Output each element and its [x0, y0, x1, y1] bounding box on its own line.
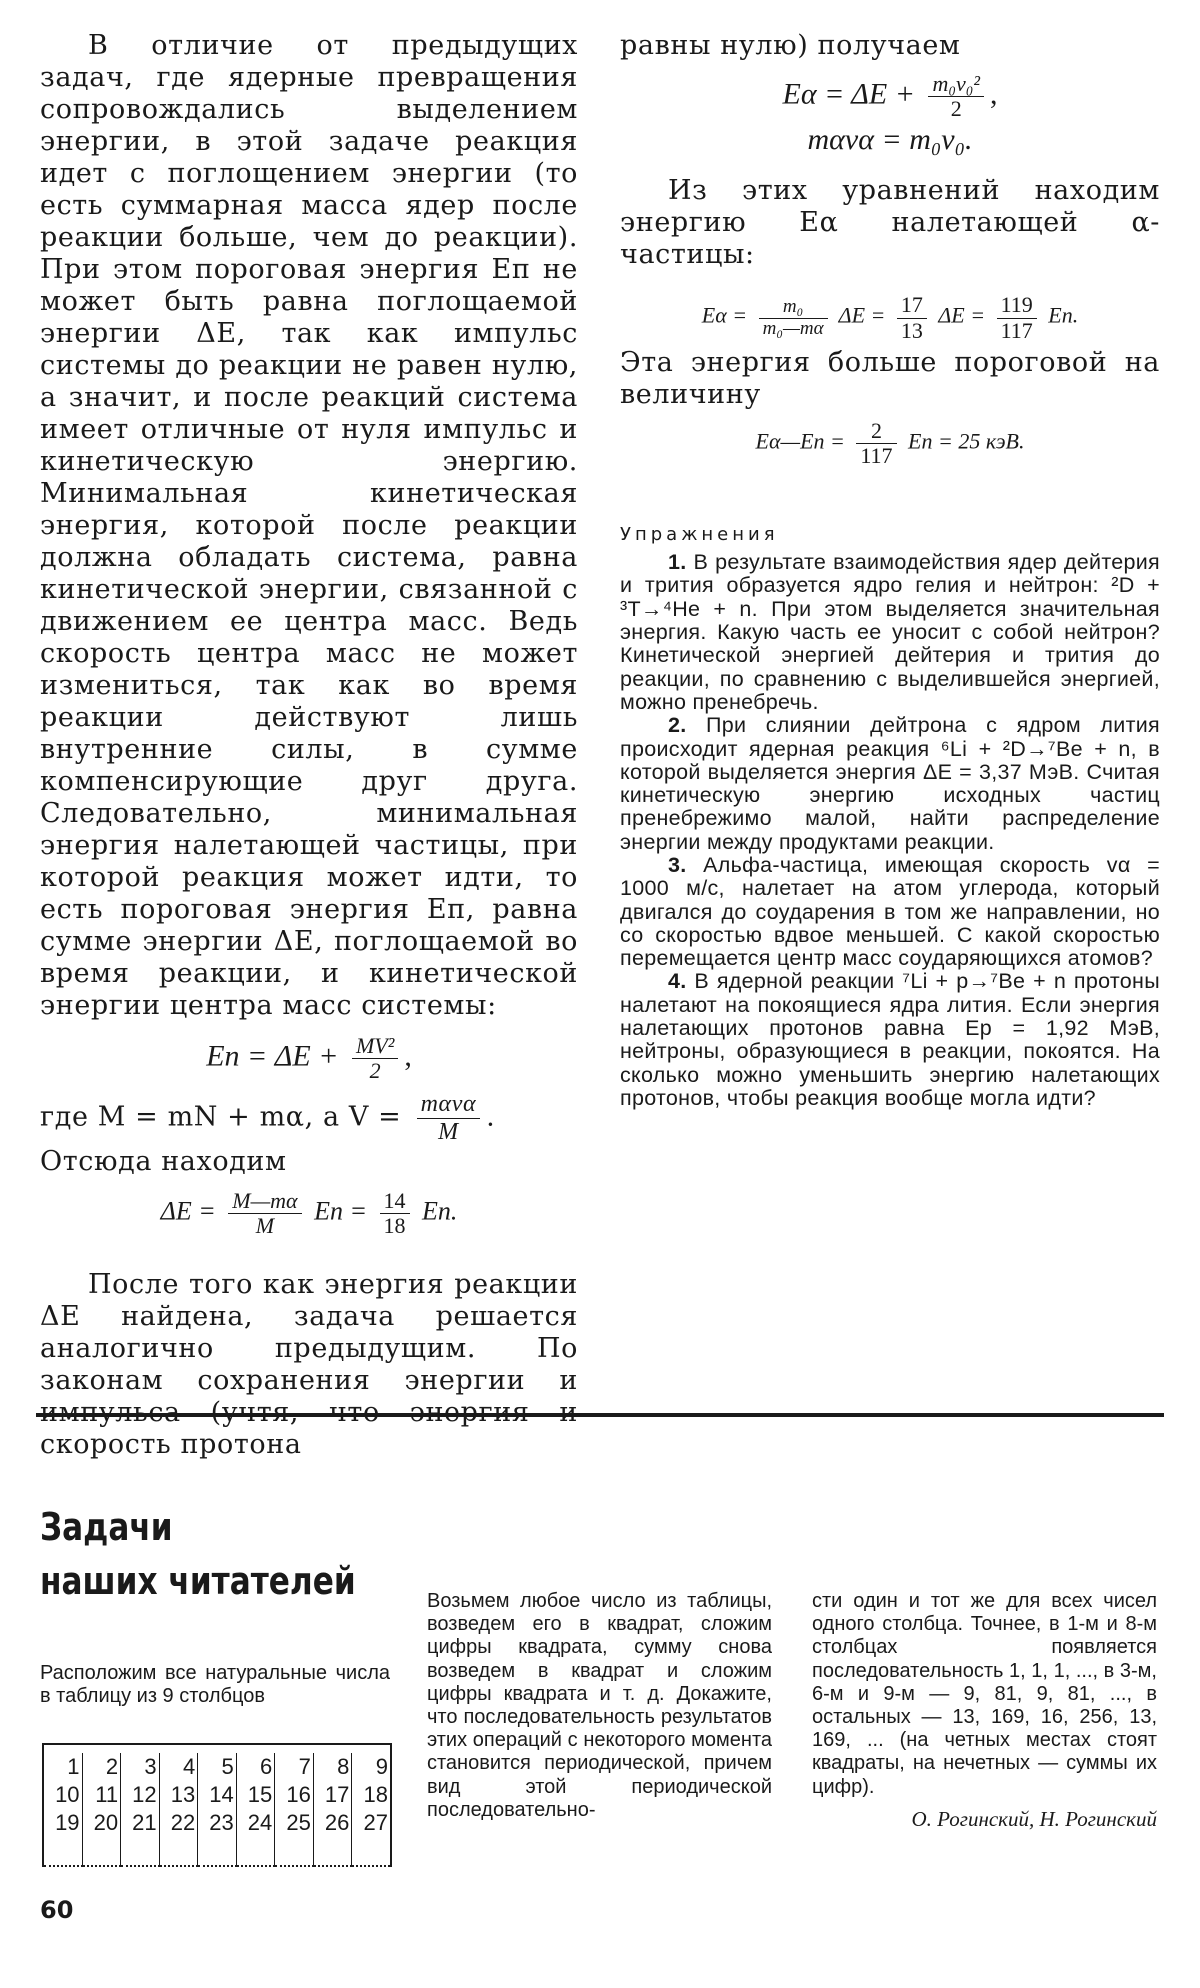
- table-cell: 25: [275, 1809, 314, 1837]
- exercise-2-number: 2.: [668, 713, 687, 738]
- table-cell: 27: [352, 1809, 390, 1837]
- right-paragraph-0: равны нулю) получаем: [620, 30, 961, 61]
- table-row: [44, 1753, 390, 1781]
- eq3a-fraction: [928, 72, 984, 121]
- eq4-mid-2: ΔE =: [938, 303, 986, 329]
- readers-column-2-text: Возьмем любое число из таблицы, возведем его в квадрат, сложим цифры квадрата, сумму снова возведем в квадрат и сложим цифры квадрата и т. д. Докажите, что последовательность результатов этих операций с некоторого момента становится периодической, причем вид этой периодической последовательно-: [427, 1590, 772, 1821]
- exercise-2: [620, 714, 1160, 854]
- table-cell: 3: [121, 1753, 160, 1781]
- where-denominator: M: [438, 1118, 459, 1145]
- eq5-numerator: 2: [856, 419, 896, 444]
- eq5-tail: Eп = 25 кэВ.: [908, 428, 1025, 454]
- eq2-numerator: M—mα: [228, 1189, 301, 1214]
- table-cell: 13: [159, 1781, 198, 1809]
- table-cell: [159, 1837, 198, 1866]
- exercise-3: [620, 854, 1160, 970]
- readers-intro-text: Расположим все натуральные числа в таблицу из 9 столбцов: [40, 1662, 390, 1708]
- exercise-1-text: В результате взаимодействия ядер дейтерия и трития образуется ядро гелия и нейтрон: ²D + ³T→⁴He + n. При этом выделяется значительная энергия. Какую часть ее уносит с собой нейтрон? Кинетической энергией дейтерия и трития до реакции, по сравнению с выделившейся энергией, можно пренебречь.: [620, 550, 1160, 714]
- right-column: [620, 30, 1160, 1110]
- table-row-continuation: [44, 1837, 390, 1866]
- exercises-heading: Упражнения: [620, 524, 779, 546]
- eq3a-denominator: 2: [950, 96, 962, 122]
- table-cell: 5: [198, 1753, 237, 1781]
- table-cell: 14: [198, 1781, 237, 1809]
- eq4-fraction-2: [897, 293, 927, 342]
- eq4-numerator-3: 119: [997, 293, 1037, 318]
- eq5-fraction: [856, 419, 896, 468]
- number-table-grid: [44, 1753, 390, 1867]
- eq2-denominator-2: 18: [383, 1213, 406, 1239]
- table-cell: [82, 1837, 121, 1866]
- eq4-denominator-3: 117: [1000, 317, 1033, 343]
- where-line: [40, 1091, 578, 1179]
- table-cell: 6: [236, 1753, 275, 1781]
- equation-alpha-energy: [620, 293, 1160, 342]
- table-cell: 1: [67, 1754, 80, 1779]
- readers-title-line-1: Задачи: [40, 1505, 173, 1549]
- eq4-numerator-2: 17: [897, 293, 927, 318]
- page-number: 60: [40, 1896, 74, 1924]
- table-cell: 9: [352, 1753, 390, 1781]
- table-cell: 17: [313, 1781, 352, 1809]
- eq4-denominator: m₀—mα: [762, 317, 824, 339]
- eq4-numerator: m₀: [759, 297, 828, 319]
- table-cell: 4: [159, 1753, 198, 1781]
- eq4-fraction-3: [997, 293, 1037, 342]
- left-paragraph-2: После того как энергия реакции ΔE найдена, задача решается аналогично предыдущим. По законам сохранения энергии и скорость протона: [40, 1268, 578, 1460]
- table-cell: [121, 1837, 160, 1866]
- eq1-fraction: [352, 1034, 398, 1083]
- table-cell: [275, 1837, 314, 1866]
- table-cell: 15: [236, 1781, 275, 1809]
- eq3a-numerator: m₀v₀²: [928, 72, 984, 97]
- table-cell: 18: [352, 1781, 390, 1809]
- table-cell: [198, 1837, 237, 1866]
- eq5-lhs: Eα—Eп =: [755, 428, 845, 454]
- eq2-fraction-2: [380, 1189, 410, 1238]
- table-cell: 19: [55, 1810, 80, 1835]
- eq2-tail: Eп.: [422, 1196, 458, 1226]
- exercise-4: [620, 970, 1160, 1110]
- readers-title-line-2: наших читателей: [40, 1559, 356, 1603]
- section-divider: [36, 1413, 1164, 1417]
- eq4-mid: ΔE =: [838, 303, 886, 329]
- where-fraction: [417, 1091, 481, 1145]
- table-cell: 16: [275, 1781, 314, 1809]
- table-cell: 11: [82, 1781, 121, 1809]
- table-cell: 8: [313, 1753, 352, 1781]
- table-cell: [313, 1837, 352, 1866]
- number-table: [42, 1743, 392, 1867]
- left-column: [40, 30, 578, 1461]
- table-cell: 26: [313, 1809, 352, 1837]
- eq4-lhs: Eα =: [701, 303, 748, 329]
- left-paragraph-1: В отличие от предыдущих задач, где ядерные превращения сопровождались выделением энергии, в этой задаче реакция идет с поглощением энергии (то есть суммарная масса ядер после реакции больше, чем до реакции). При этом пороговая энергия Eп не может быть равна поглощаемой энергии ΔE, так как импульс системы до реакции не равен нулю, а значит, и после реакций система имеет отличные от нуля импульс и кинетическую энергию. Минимальная кинетическая энергия, которой после реакции должна обладать система, равна кинетической энергии, связанной с движением ее центра масс. Ведь скорость центра масс не может измениться, так как во время реакции действуют лишь внутренние силы, в сумме компенсирующие друг друга. Следовательно, минимальная энергия налетающей частицы, при которой реакция может идти, то есть пороговая энергия Eп, равна сумме энергии ΔE, поглощаемой во время реакции, и кинетической энергии центра масс системы:: [40, 30, 578, 1021]
- where-tail: . Отсюда находим: [40, 1101, 496, 1178]
- exercise-4-text: В ядерной реакции ⁷Li + p→⁷Be + n протоны налетают на покоящиеся ядра лития. Если энергия налетающих протонов равна Ep = 1,92 МэВ, нейтроны, образующиеся в реакции, покоятся. На сколько можно уменьшить энергию налетающих протонов, чтобы реакция вообще могла идти?: [620, 969, 1160, 1110]
- eq1-numerator: MV²: [352, 1034, 398, 1059]
- table-cell: 23: [198, 1809, 237, 1837]
- eq2-lhs: ΔE =: [160, 1196, 216, 1226]
- table-cell: 22: [159, 1809, 198, 1837]
- exercises-list: [620, 551, 1160, 1110]
- table-cell: 20: [82, 1809, 121, 1837]
- table-row: [44, 1781, 390, 1809]
- right-paragraph-1: Из этих уравнений находим энергию Eα налетающей α-частицы:: [620, 175, 1160, 271]
- eq1-denominator: 2: [369, 1058, 381, 1084]
- table-cell: [236, 1837, 275, 1866]
- where-text: где M = mN + mα, а V =: [40, 1101, 402, 1133]
- eq2-numerator-2: 14: [380, 1189, 410, 1214]
- readers-column-3-text: сти один и тот же для всех чисел одного столбца. Точнее, в 1-м и 8-м столбцах появляется последовательность 1, 1, 1, ..., в 3-м, 6-м и 9-м — 9, 81, 9, 81, ..., в остальных — 13, 169, 16, 256, 13, 169, ... (на четных местах стоят квадраты, на нечетных — суммы их цифр).: [812, 1590, 1157, 1798]
- eq4-tail: Eп.: [1048, 303, 1079, 329]
- equation-energy-conservation: Eα = ΔE + $\frac{\text{m₀v₀²}}{2}$ ,: [782, 71, 998, 122]
- right-paragraph-2: Эта энергия больше пороговой на величину: [620, 346, 1160, 410]
- table-cell: [44, 1837, 82, 1866]
- eq4-denominator-2: 13: [900, 317, 923, 343]
- equation-momentum-conservation: mαvα = m₀v₀.: [807, 123, 973, 157]
- where-numerator: mαvα: [417, 1091, 481, 1118]
- eq4-fraction: [759, 297, 828, 340]
- equation-energy-difference: [620, 419, 1160, 468]
- eq1-lhs: Eп = ΔE +: [206, 1039, 339, 1073]
- table-cell: 10: [55, 1782, 80, 1807]
- readers-title: [40, 1500, 420, 1608]
- exercise-3-text: Альфа-частица, имеющая скорость vα = 1000 м/с, налетает на атом углерода, который двигался до соударения в том же направлении, но со скоростью вдвое меньшей. С какой скоростью перемещается центр масс соударяющихся атомов?: [620, 852, 1161, 971]
- readers-column-3: [812, 1590, 1157, 1832]
- eq2-fraction: [228, 1189, 301, 1238]
- table-cell: 12: [121, 1781, 160, 1809]
- table-cell: [352, 1837, 390, 1866]
- exercise-2-text: При слиянии дейтрона с ядром лития происходит ядерная реакция ⁶Li + ²D→⁷Be + n, в которой выделяется энергия ΔE = 3,37 МэВ. Считая кинетическую энергию исходных частиц пренебрежимо малой, найти распределение энергии между продуктами реакции.: [620, 713, 1160, 854]
- table-row: [44, 1809, 390, 1837]
- exercise-1: [620, 551, 1160, 714]
- table-cell: 24: [236, 1809, 275, 1837]
- exercise-3-number: 3.: [668, 852, 687, 877]
- exercise-4-number: 4.: [668, 969, 687, 994]
- eq2-denominator: M: [255, 1213, 275, 1239]
- eq2-mid: Eп =: [314, 1196, 368, 1226]
- exercise-1-number: 1.: [668, 550, 687, 575]
- readers-column-2: [427, 1590, 772, 1822]
- author-signature: О. Рогинский, Н. Рогинский: [911, 1806, 1157, 1831]
- table-cell: 2: [82, 1753, 121, 1781]
- eq5-denominator: 117: [860, 442, 893, 468]
- table-cell: 7: [275, 1753, 314, 1781]
- eq3a-lhs: Eα = ΔE +: [782, 77, 915, 111]
- equation-threshold-energy: Eп = ΔE + $\frac{\text{MV²}}{2}$ ,: [206, 1033, 412, 1084]
- equation-delta-e: [40, 1189, 578, 1238]
- readers-intro: [40, 1662, 390, 1708]
- table-cell: 21: [121, 1809, 160, 1837]
